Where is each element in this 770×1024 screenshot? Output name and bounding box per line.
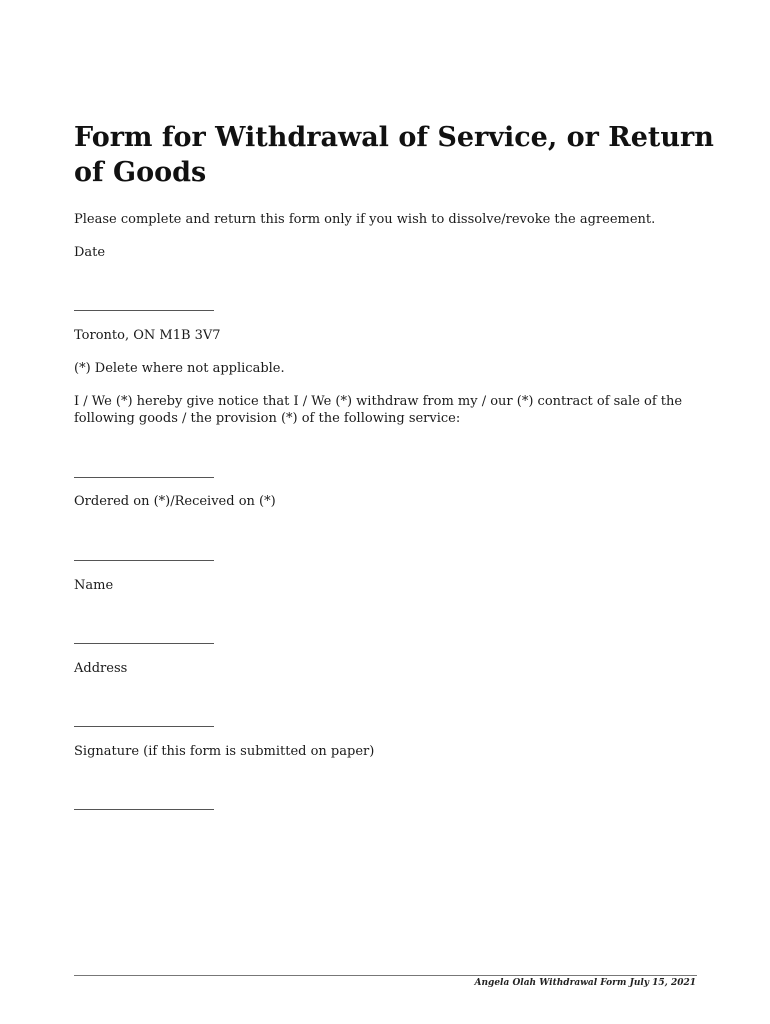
- document-title: Form for Withdrawal of Service, or Return of Goods: [74, 122, 714, 188]
- footer-text: Angela Olah Withdrawal Form July 15, 2021: [474, 978, 696, 988]
- ordered-received-label: Ordered on (*)/Received on (*): [74, 494, 276, 509]
- goods-service-line: [74, 477, 214, 478]
- intro-text: Please complete and return this form only if you wish to dissolve/revoke the agreement.: [74, 212, 656, 227]
- date-signature-line: [74, 310, 214, 311]
- location-text: Toronto, ON M1B 3V7: [74, 328, 221, 343]
- withdrawal-notice: I / We (*) hereby give notice that I / We (*) withdraw from my / our (*) contract of sale of the following goods / the provision (*) of the following service:: [74, 394, 683, 426]
- signature-label: Signature (if this form is submitted on paper): [74, 744, 375, 759]
- ordered-received-line: [74, 560, 214, 561]
- signature-line: [74, 809, 214, 810]
- footer-divider: [74, 975, 697, 976]
- name-label: Name: [74, 578, 114, 593]
- address-line: [74, 726, 214, 727]
- date-label: Date: [74, 245, 106, 260]
- name-line: [74, 643, 214, 644]
- delete-note: (*) Delete where not applicable.: [74, 361, 285, 376]
- address-label: Address: [74, 661, 128, 676]
